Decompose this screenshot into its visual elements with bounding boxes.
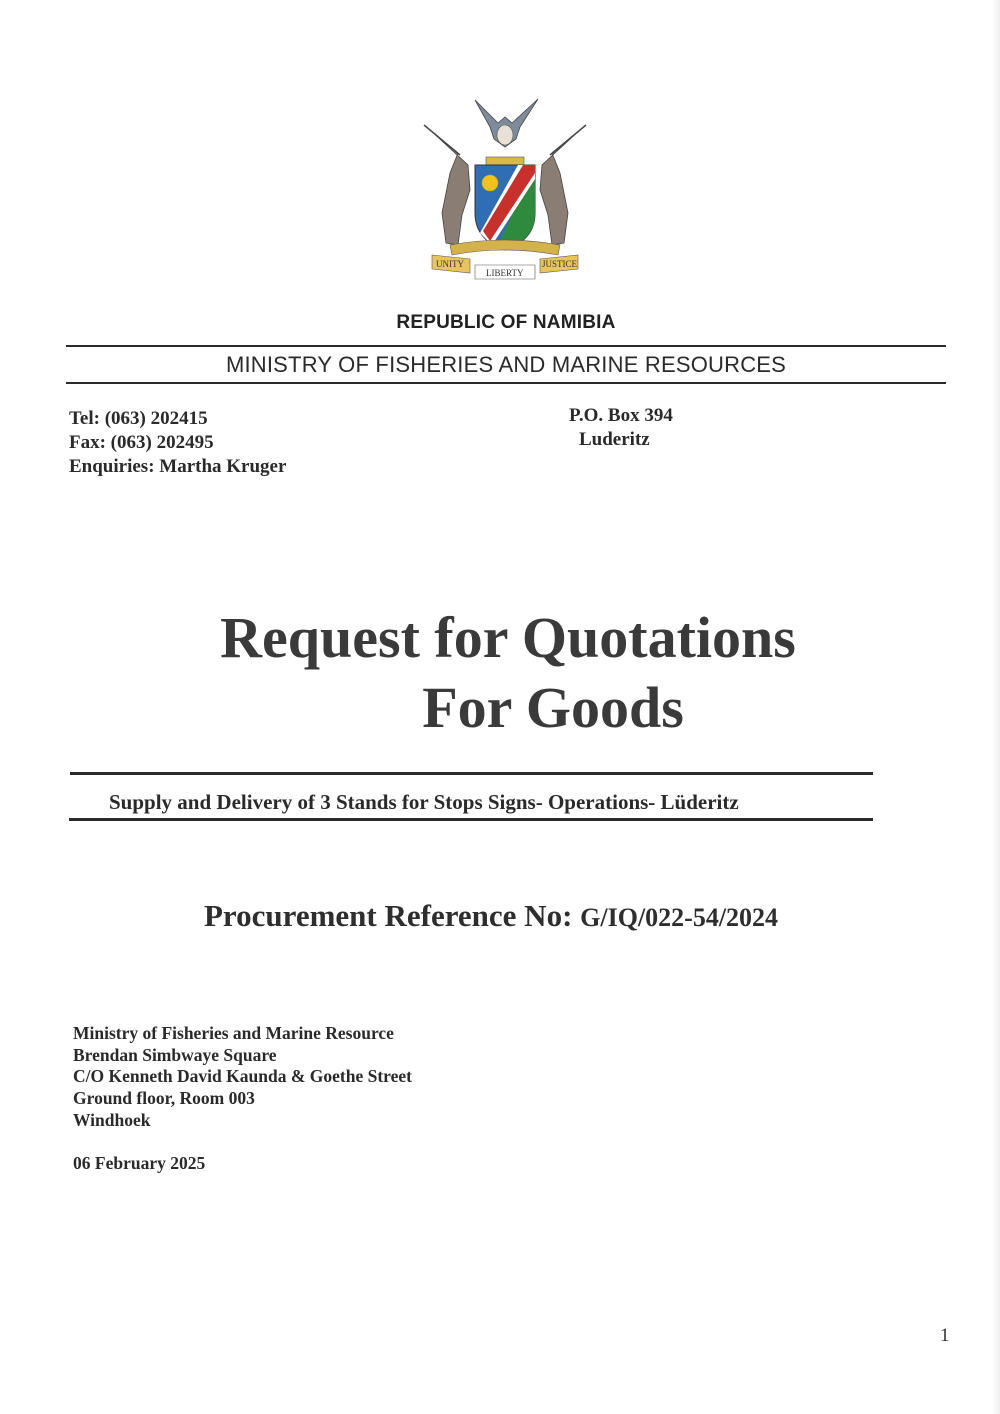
header-rule-bottom — [66, 382, 946, 384]
procurement-number: G/IQ/022-54/2024 — [580, 903, 779, 932]
procurement-label: Procurement Reference No: — [204, 898, 573, 933]
header-rule-top — [66, 345, 946, 347]
contact-block-right — [569, 404, 673, 452]
motto-justice: JUSTICE — [542, 259, 578, 269]
address-line-5: Windhoek — [73, 1109, 151, 1130]
subject-rule-top — [70, 772, 873, 775]
motto-liberty: LIBERTY — [486, 268, 524, 278]
title-line-2: For Goods — [422, 675, 684, 740]
po-box-line: P.O. Box 394 — [569, 405, 673, 426]
document-title — [8, 603, 1000, 743]
town-line: Luderitz — [579, 429, 650, 450]
motto-unity: UNITY — [436, 259, 464, 269]
procurement-reference — [204, 898, 778, 934]
title-line-1: Request for Quotations — [220, 605, 796, 670]
ministry-heading: MINISTRY OF FISHERIES AND MARINE RESOURCES — [225, 352, 787, 377]
enquiries-line: Enquiries: Martha Kruger — [69, 456, 287, 477]
document-date: 06 February 2025 — [73, 1153, 206, 1173]
address-line-4: Ground floor, Room 003 — [73, 1088, 255, 1109]
subject-rule-bottom — [69, 818, 873, 821]
country-heading: REPUBLIC OF NAMIBIA — [396, 312, 616, 333]
coat-of-arms-icon — [420, 95, 590, 285]
contact-block-left — [69, 407, 286, 479]
address-line-2: Brendan Simbwaye Square — [73, 1044, 277, 1065]
subject-line: Supply and Delivery of 3 Stands for Stops Signs- Operations- Lüderitz — [109, 790, 739, 814]
address-block — [73, 1023, 412, 1132]
fax-line: Fax: (063) 202495 — [69, 432, 214, 453]
page-number: 1 — [940, 1325, 950, 1346]
address-line-1: Ministry of Fisheries and Marine Resource — [73, 1023, 394, 1043]
tel-line: Tel: (063) 202415 — [69, 408, 208, 429]
address-line-3: C/O Kenneth David Kaunda & Goethe Street — [73, 1066, 412, 1087]
